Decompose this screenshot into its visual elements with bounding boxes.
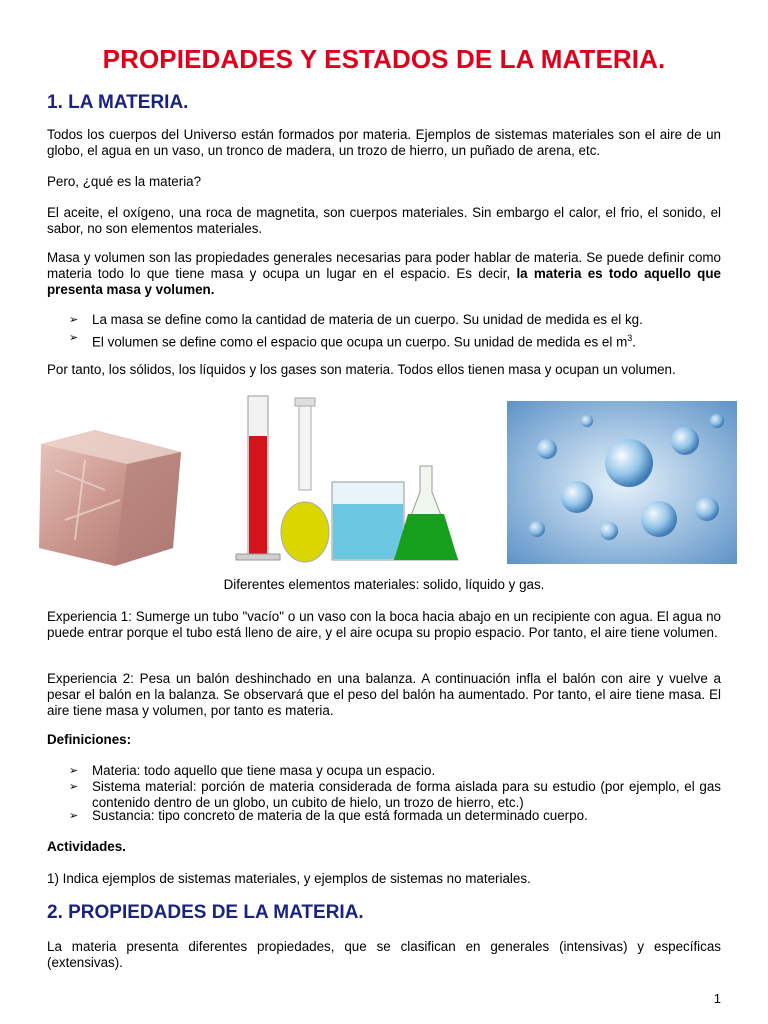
bullet-arrow-icon: ➢	[69, 765, 79, 777]
bullet-arrow-icon: ➢	[69, 332, 79, 344]
bullet-mass	[69, 312, 721, 328]
activity-item: 1) Indica ejemplos de sistemas materiales, y ejemplos de sistemas no materiales.	[47, 871, 531, 886]
bullet-volume-text: El volumen se define como el espacio que ocupa un cuerpo. Su unidad de medida es el m	[92, 334, 628, 350]
page-number: 1	[713, 991, 721, 1006]
section-2-heading: 2. PROPIEDADES DE LA MATERIA.	[47, 902, 364, 923]
solid-crystal-image	[35, 430, 185, 566]
bullet-mass-text: La masa se define como la cantidad de materia de un cuerpo. Su unidad de medida es el kg.	[92, 312, 643, 327]
paragraph-experience-1: Experiencia 1: Sumerge un tubo "vacío" o un vaso con la boca hacia abajo en un recipiente con agua. El agua no puede entrar porque el tubo está lleno de aire, y el aire ocupa su propio espacio. Por tanto, el aire tiene volumen.	[47, 609, 721, 640]
definition-item-text: Sistema material: porción de materia considerada de forma aislada para su estudio (por ejemplo, el gas contenido dentro de un globo, un cubito de hielo, un trozo de hierro, etc.)	[92, 779, 721, 810]
paragraph-examples: El aceite, el oxígeno, una roca de magnetita, son cuerpos materiales. Sin embargo el calor, el frio, el sonido, el sabor, no son elementos materiales.	[47, 205, 721, 236]
bullet-volume-end: .	[632, 334, 636, 350]
document-title: PROPIEDADES Y ESTADOS DE LA MATERIA.	[102, 44, 666, 74]
bullet-arrow-icon: ➢	[69, 810, 79, 822]
definitions-heading: Definiciones:	[47, 732, 132, 747]
definition-bold: la materia es todo aquello que presenta masa y volumen.	[47, 266, 721, 297]
bullet-volume-line	[92, 330, 721, 350]
bullet-arrow-icon: ➢	[69, 314, 79, 326]
liquid-glassware-image	[232, 392, 482, 564]
definition-item	[69, 763, 721, 779]
definition-item	[69, 808, 721, 824]
bullet-arrow-icon: ➢	[69, 781, 79, 793]
paragraph-states: Por tanto, los sólidos, los líquidos y los gases son materia. Todos ellos tienen masa y ocupan un volumen.	[47, 362, 676, 377]
definition-item-text: Sustancia: tipo concreto de materia de la que está formada un determinado cuerpo.	[92, 808, 588, 823]
paragraph-properties: La materia presenta diferentes propiedades, que se clasifican en generales (intensivas) y específicas (extensivas).	[47, 939, 721, 970]
bullet-volume-sup: 3	[627, 333, 633, 343]
image-caption: Diferentes elementos materiales: solido, líquido y gas.	[223, 577, 545, 592]
definition-text: Masa y volumen son las propiedades generales necesarias para poder hablar de materia. Se puede definir como materia todo lo que tiene masa y ocupa un lugar en el espacio. Es decir,	[47, 250, 721, 281]
paragraph-experience-2: Experiencia 2: Pesa un balón deshinchado en una balanza. A continuación infla el balón con aire y vuelve a pesar el balón en la balanza. Se observará que el peso del balón ha aumentado. Por tanto, el aire tiene masa. El aire tiene masa y volumen, por tanto es materia.	[47, 671, 721, 718]
paragraph-question: Pero, ¿qué es la materia?	[47, 174, 202, 189]
activities-heading: Actividades.	[47, 839, 126, 854]
definition-item-text: Materia: todo aquello que tiene masa y ocupa un espacio.	[92, 763, 436, 778]
bullet-volume	[69, 330, 721, 350]
definition-item	[69, 779, 721, 811]
paragraph-intro: Todos los cuerpos del Universo están formados por materia. Ejemplos de sistemas materiales son el aire de un globo, el agua en un vaso, un tronco de madera, un trozo de hierro, un puñado de arena, etc.	[47, 127, 721, 158]
paragraph-definition	[47, 250, 721, 298]
gas-bubbles-image	[507, 401, 737, 564]
section-1-heading: 1. LA MATERIA.	[47, 92, 189, 113]
